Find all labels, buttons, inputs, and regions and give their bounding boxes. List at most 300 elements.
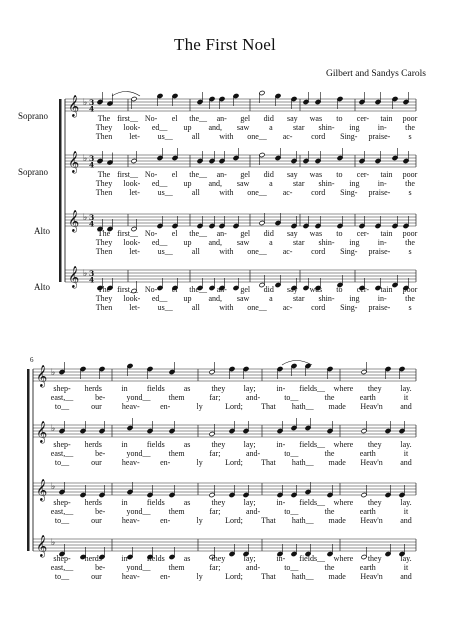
lyric-syllable: to — [336, 170, 343, 179]
lyric-syllable: fields__ — [299, 554, 326, 563]
lyric-syllable: and- — [246, 507, 261, 516]
lyric-syllable: lay. — [400, 498, 412, 507]
lyric-syllable: heav- — [121, 458, 140, 467]
lyric-syllable: the — [405, 123, 415, 132]
lyric-syllable: earth — [359, 393, 376, 402]
lyric-syllable: yond__ — [126, 507, 151, 516]
lyric-syllable: hath__ — [291, 572, 314, 581]
lyric-syllable: up — [183, 179, 192, 188]
lyric-syllable: and — [400, 458, 412, 467]
lyric-syllable: the — [405, 238, 415, 247]
lyric-syllable: with — [219, 188, 234, 197]
lyric-syllable: saw — [236, 294, 250, 303]
lyric-syllable: tain — [380, 229, 393, 238]
lyric-syllable: it — [403, 563, 409, 572]
lyric-syllable: gel — [240, 229, 251, 238]
lyric-syllable: saw — [236, 238, 250, 247]
lyric-syllable: cer- — [356, 170, 370, 179]
lyric-syllable: the — [324, 449, 335, 458]
lyric-syllable: That — [261, 572, 276, 581]
lyric-syllable: lay; — [243, 498, 256, 507]
lyric-syllable: first__ — [117, 229, 138, 238]
treble-clef-icon: 𝄞 — [36, 421, 48, 443]
lyric-syllable: us__ — [157, 303, 173, 312]
lyric-syllable: shep- — [53, 554, 71, 563]
part-label-alto-2: Alto — [34, 282, 51, 292]
lyric-syllable: cord — [311, 132, 326, 141]
time-signature-top: 3 — [89, 98, 95, 107]
lyric-syllable: where — [333, 554, 354, 563]
lyric-syllable: That — [261, 516, 276, 525]
lyric-syllable: them — [168, 449, 185, 458]
lyric-syllable: up — [183, 294, 192, 303]
lyric-syllable: in- — [276, 384, 286, 393]
lyric-syllable: Then — [95, 247, 113, 256]
lyric-syllable: them — [168, 393, 185, 402]
lyric-syllable: to__ — [54, 572, 70, 581]
lyric-syllable: shep- — [53, 498, 71, 507]
lyric-syllable: fields — [146, 498, 165, 507]
lyric-syllable: east,__ — [50, 563, 74, 572]
lyric-syllable: made — [328, 516, 346, 525]
lyric-syllable: s — [408, 188, 412, 197]
lyric-syllable: ac- — [282, 303, 293, 312]
lyric-syllable: far; — [209, 393, 221, 402]
lyric-syllable: to__ — [54, 458, 70, 467]
lyric-syllable: Then — [95, 303, 113, 312]
lyric-syllable: s — [408, 247, 412, 256]
lyric-syllable: all — [191, 132, 200, 141]
lyric-syllable: the — [324, 563, 335, 572]
lyric-syllable: all — [191, 303, 200, 312]
lyric-syllable: fields — [146, 384, 165, 393]
lyric-syllable: herds — [84, 384, 102, 393]
slur — [112, 92, 140, 97]
lyric-syllable: in- — [276, 440, 286, 449]
lyric-syllable: They — [95, 294, 113, 303]
lyric-syllable: ing — [349, 123, 360, 132]
lyric-syllable: as — [183, 440, 191, 449]
treble-clef-icon: 𝄞 — [68, 266, 80, 288]
lyric-syllable: shin- — [318, 179, 335, 188]
staff-system1-3 — [65, 210, 418, 256]
lyric-syllable: cer- — [356, 114, 370, 123]
time-signature-bottom: 4 — [89, 275, 95, 285]
part-label-soprano-1: Soprano — [18, 111, 48, 121]
lyric-syllable: en- — [160, 458, 171, 467]
lyric-syllable: look- — [123, 179, 141, 188]
lyric-syllable: in- — [377, 179, 387, 188]
lyric-syllable: s — [408, 132, 412, 141]
lyric-syllable: hath__ — [291, 458, 314, 467]
lyric-syllable: lay. — [400, 554, 412, 563]
lyric-syllable: in- — [377, 238, 387, 247]
lyric-syllable: yond__ — [126, 393, 151, 402]
lyric-syllable: They — [95, 179, 113, 188]
lyric-syllable: lay. — [400, 384, 412, 393]
lyric-syllable: fields__ — [299, 440, 326, 449]
lyric-syllable: look- — [123, 294, 141, 303]
lyric-syllable: The — [97, 285, 111, 294]
treble-clef-icon: 𝄞 — [36, 479, 48, 501]
lyric-syllable: shin- — [318, 294, 335, 303]
lyric-syllable: heav- — [121, 516, 140, 525]
lyric-syllable: en- — [160, 572, 171, 581]
lyric-syllable: an- — [216, 229, 227, 238]
lyric-syllable: they — [367, 440, 382, 449]
lyric-syllable: let- — [129, 188, 140, 197]
lyric-syllable: the__ — [189, 285, 208, 294]
lyric-syllable: look- — [123, 123, 141, 132]
lyric-syllable: ing — [349, 294, 360, 303]
treble-clef-icon: 𝄞 — [68, 151, 80, 173]
lyric-syllable: Lord; — [225, 572, 243, 581]
time-signature-top: 3 — [89, 269, 95, 278]
lyric-syllable: star — [292, 238, 305, 247]
lyric-syllable: did — [263, 285, 274, 294]
flat-icon: ♭ — [51, 482, 56, 492]
staff-system2-3 — [33, 479, 416, 525]
lyric-syllable: cord — [311, 188, 326, 197]
lyric-syllable: That — [261, 402, 276, 411]
lyric-syllable: they — [367, 554, 382, 563]
lyric-syllable: an- — [216, 285, 227, 294]
lyric-syllable: Lord; — [225, 516, 243, 525]
lyric-syllable: say — [286, 170, 298, 179]
part-label-alto-1: Alto — [34, 226, 51, 236]
lyric-syllable: lay. — [400, 440, 412, 449]
treble-clef-icon: 𝄞 — [36, 535, 48, 557]
lyric-syllable: ing — [349, 179, 360, 188]
lyric-syllable: ing — [349, 238, 360, 247]
lyric-syllable: east,__ — [50, 507, 74, 516]
lyric-syllable: ly — [196, 572, 203, 581]
lyric-syllable: heav- — [121, 402, 140, 411]
lyric-syllable: say — [286, 285, 298, 294]
lyric-syllable: No- — [144, 229, 158, 238]
lyric-syllable: where — [333, 384, 354, 393]
lyric-syllable: Then — [95, 132, 113, 141]
flat-icon: ♭ — [83, 98, 88, 108]
lyric-syllable: el — [171, 285, 178, 294]
lyric-syllable: a — [269, 123, 273, 132]
lyric-syllable: far; — [209, 563, 221, 572]
lyric-syllable: No- — [144, 170, 158, 179]
lyric-syllable: the__ — [189, 229, 208, 238]
lyric-syllable: where — [333, 440, 354, 449]
lyric-syllable: in- — [377, 123, 387, 132]
lyric-syllable: herds — [84, 440, 102, 449]
lyric-syllable: up — [183, 238, 192, 247]
lyric-syllable: ed__ — [151, 238, 168, 247]
lyric-syllable: where — [333, 498, 354, 507]
lyric-syllable: they — [211, 498, 226, 507]
lyric-syllable: The — [97, 114, 111, 123]
lyric-syllable: saw — [236, 123, 250, 132]
lyric-syllable: was — [309, 170, 323, 179]
lyric-syllable: ed__ — [151, 294, 168, 303]
lyric-syllable: yond__ — [126, 449, 151, 458]
lyric-syllable: lay; — [243, 554, 256, 563]
lyric-syllable: in — [121, 384, 128, 393]
lyric-syllable: our — [91, 516, 102, 525]
lyric-syllable: all — [191, 188, 200, 197]
lyric-syllable: fields__ — [299, 498, 326, 507]
lyric-syllable: they — [211, 440, 226, 449]
lyric-syllable: one__ — [247, 132, 267, 141]
lyric-syllable: praise- — [368, 247, 391, 256]
flat-icon: ♭ — [51, 538, 56, 548]
part-label-soprano-2: Soprano — [18, 167, 48, 177]
lyric-syllable: el — [171, 229, 178, 238]
lyric-syllable: it — [403, 393, 409, 402]
lyric-syllable: en- — [160, 516, 171, 525]
lyric-syllable: Sing- — [340, 303, 358, 312]
lyric-syllable: ac- — [282, 188, 293, 197]
time-signature-bottom: 4 — [89, 104, 95, 114]
measure-number: 6 — [30, 356, 34, 364]
lyric-syllable: praise- — [368, 303, 391, 312]
system-bracket — [59, 99, 62, 282]
lyric-syllable: did — [263, 229, 274, 238]
lyric-syllable: us__ — [157, 247, 173, 256]
lyric-syllable: as — [183, 384, 191, 393]
lyric-syllable: s — [408, 303, 412, 312]
lyric-syllable: up — [183, 123, 192, 132]
lyric-syllable: the — [405, 179, 415, 188]
lyric-syllable: in- — [377, 294, 387, 303]
lyric-syllable: yond__ — [126, 563, 151, 572]
lyric-syllable: hath__ — [291, 516, 314, 525]
lyric-syllable: one__ — [247, 188, 267, 197]
lyric-syllable: to__ — [284, 563, 299, 572]
lyric-syllable: praise- — [368, 132, 391, 141]
lyric-syllable: cer- — [356, 285, 370, 294]
lyric-syllable: poor — [402, 114, 418, 123]
lyric-syllable: and — [400, 572, 412, 581]
lyric-syllable: poor — [402, 229, 418, 238]
lyric-syllable: say — [286, 229, 298, 238]
lyric-syllable: it — [403, 507, 409, 516]
lyric-syllable: Sing- — [340, 132, 358, 141]
lyric-syllable: with — [219, 247, 234, 256]
lyric-syllable: No- — [144, 114, 158, 123]
lyric-syllable: shin- — [318, 238, 335, 247]
lyric-syllable: star — [292, 294, 305, 303]
lyric-syllable: shep- — [53, 384, 71, 393]
lyric-syllable: was — [309, 114, 323, 123]
time-signature-bottom: 4 — [89, 160, 95, 170]
lyric-syllable: and — [400, 402, 412, 411]
lyric-syllable: star — [292, 179, 305, 188]
lyric-syllable: the__ — [189, 114, 208, 123]
lyric-syllable: made — [328, 402, 346, 411]
lyric-syllable: us__ — [157, 132, 173, 141]
lyric-syllable: them — [168, 563, 185, 572]
lyric-syllable: first__ — [117, 285, 138, 294]
lyric-syllable: herds — [84, 554, 102, 563]
lyric-syllable: be- — [95, 563, 106, 572]
lyric-syllable: earth — [359, 563, 376, 572]
lyric-syllable: and — [400, 516, 412, 525]
lyric-syllable: saw — [236, 179, 250, 188]
lyric-syllable: first__ — [117, 114, 138, 123]
lyric-syllable: the — [405, 294, 415, 303]
lyric-syllable: fields — [146, 554, 165, 563]
lyric-syllable: lay; — [243, 440, 256, 449]
lyric-syllable: let- — [129, 132, 140, 141]
lyric-syllable: as — [183, 498, 191, 507]
lyric-syllable: be- — [95, 393, 106, 402]
lyric-syllable: poor — [402, 170, 418, 179]
lyric-syllable: heav- — [121, 572, 140, 581]
lyric-syllable: Lord; — [225, 402, 243, 411]
lyric-syllable: and- — [246, 393, 261, 402]
lyric-syllable: was — [309, 285, 323, 294]
lyric-syllable: No- — [144, 285, 158, 294]
lyric-syllable: east,__ — [50, 449, 74, 458]
treble-clef-icon: 𝄞 — [68, 95, 80, 117]
lyric-syllable: our — [91, 572, 102, 581]
lyric-syllable: el — [171, 114, 178, 123]
time-signature-top: 3 — [89, 154, 95, 163]
lyric-syllable: in — [121, 498, 128, 507]
lyric-syllable: fields__ — [299, 384, 326, 393]
staff-system1-1 — [65, 90, 418, 141]
lyric-syllable: poor — [402, 285, 418, 294]
flat-icon: ♭ — [51, 368, 56, 378]
time-signature-bottom: 4 — [89, 219, 95, 229]
lyric-syllable: The — [97, 229, 111, 238]
lyric-syllable: say — [286, 114, 298, 123]
lyric-syllable: far; — [209, 449, 221, 458]
lyric-syllable: herds — [84, 498, 102, 507]
lyric-syllable: They — [95, 238, 113, 247]
composer-credit: Gilbert and Sandys Carols — [325, 69, 426, 79]
staff-system2-2 — [33, 418, 416, 467]
lyric-syllable: our — [91, 458, 102, 467]
lyric-syllable: hath__ — [291, 402, 314, 411]
flat-icon: ♭ — [83, 154, 88, 164]
lyric-syllable: Sing- — [340, 247, 358, 256]
lyric-syllable: east,__ — [50, 393, 74, 402]
lyric-syllable: ed__ — [151, 123, 168, 132]
lyric-syllable: star — [292, 123, 305, 132]
lyric-syllable: tain — [380, 285, 393, 294]
lyric-syllable: to__ — [54, 402, 70, 411]
lyric-syllable: one__ — [247, 303, 267, 312]
lyric-syllable: ac- — [282, 132, 293, 141]
lyric-syllable: lay; — [243, 384, 256, 393]
lyric-syllable: and, — [208, 238, 223, 247]
lyric-syllable: and- — [246, 563, 261, 572]
lyric-syllable: The — [97, 170, 111, 179]
flat-icon: ♭ — [83, 213, 88, 223]
staff-system2-4 — [33, 535, 416, 581]
lyric-syllable: to — [336, 114, 343, 123]
flat-icon: ♭ — [83, 269, 88, 279]
lyric-syllable: and, — [208, 294, 223, 303]
lyric-syllable: our — [91, 402, 102, 411]
lyric-syllable: let- — [129, 247, 140, 256]
lyric-syllable: They — [95, 123, 113, 132]
lyric-syllable: That — [261, 458, 276, 467]
lyric-syllable: first__ — [117, 170, 138, 179]
lyric-syllable: gel — [240, 285, 251, 294]
lyric-syllable: cord — [311, 247, 326, 256]
staff-system1-4 — [65, 266, 418, 312]
lyric-syllable: one__ — [247, 247, 267, 256]
lyric-syllable: look- — [123, 238, 141, 247]
lyric-syllable: and, — [208, 179, 223, 188]
lyric-syllable: in- — [276, 554, 286, 563]
lyric-syllable: the — [324, 507, 335, 516]
lyric-syllable: let- — [129, 303, 140, 312]
lyric-syllable: to — [336, 285, 343, 294]
lyric-syllable: ly — [196, 516, 203, 525]
lyric-syllable: gel — [240, 170, 251, 179]
lyric-syllable: did — [263, 114, 274, 123]
lyric-syllable: be- — [95, 507, 106, 516]
lyric-syllable: with — [219, 303, 234, 312]
lyric-syllable: them — [168, 507, 185, 516]
lyric-syllable: and- — [246, 449, 261, 458]
lyric-syllable: Heav'n — [360, 458, 383, 467]
lyric-syllable: ed__ — [151, 179, 168, 188]
lyric-syllable: it — [403, 449, 409, 458]
lyric-syllable: in — [121, 554, 128, 563]
lyric-syllable: ac- — [282, 247, 293, 256]
lyric-syllable: el — [171, 170, 178, 179]
lyric-syllable: as — [183, 554, 191, 563]
lyric-syllable: cord — [311, 303, 326, 312]
lyric-syllable: did — [263, 170, 274, 179]
lyric-syllable: earth — [359, 449, 376, 458]
lyric-syllable: Heav'n — [360, 516, 383, 525]
lyric-syllable: gel — [240, 114, 251, 123]
staff-system1-2 — [65, 148, 418, 197]
lyric-syllable: with — [219, 132, 234, 141]
time-signature-top: 3 — [89, 213, 95, 222]
lyric-syllable: in- — [276, 498, 286, 507]
lyric-syllable: a — [269, 179, 273, 188]
lyric-syllable: made — [328, 458, 346, 467]
lyric-syllable: the — [324, 393, 335, 402]
lyric-syllable: earth — [359, 507, 376, 516]
lyric-syllable: made — [328, 572, 346, 581]
lyric-syllable: Heav'n — [360, 572, 383, 581]
lyric-syllable: they — [211, 554, 226, 563]
lyric-syllable: Then — [95, 188, 113, 197]
lyric-syllable: to__ — [54, 516, 70, 525]
lyric-syllable: be- — [95, 449, 106, 458]
lyric-syllable: a — [269, 294, 273, 303]
lyric-syllable: ly — [196, 402, 203, 411]
lyric-syllable: Sing- — [340, 188, 358, 197]
lyric-syllable: an- — [216, 114, 227, 123]
lyric-syllable: the__ — [189, 170, 208, 179]
lyric-syllable: in — [121, 440, 128, 449]
lyric-syllable: tain — [380, 114, 393, 123]
lyric-syllable: ly — [196, 458, 203, 467]
lyric-syllable: to__ — [284, 449, 299, 458]
lyric-syllable: they — [367, 498, 382, 507]
lyric-syllable: fields — [146, 440, 165, 449]
lyric-syllable: to__ — [284, 507, 299, 516]
flat-icon: ♭ — [51, 424, 56, 434]
lyric-syllable: to__ — [284, 393, 299, 402]
lyric-syllable: shep- — [53, 440, 71, 449]
